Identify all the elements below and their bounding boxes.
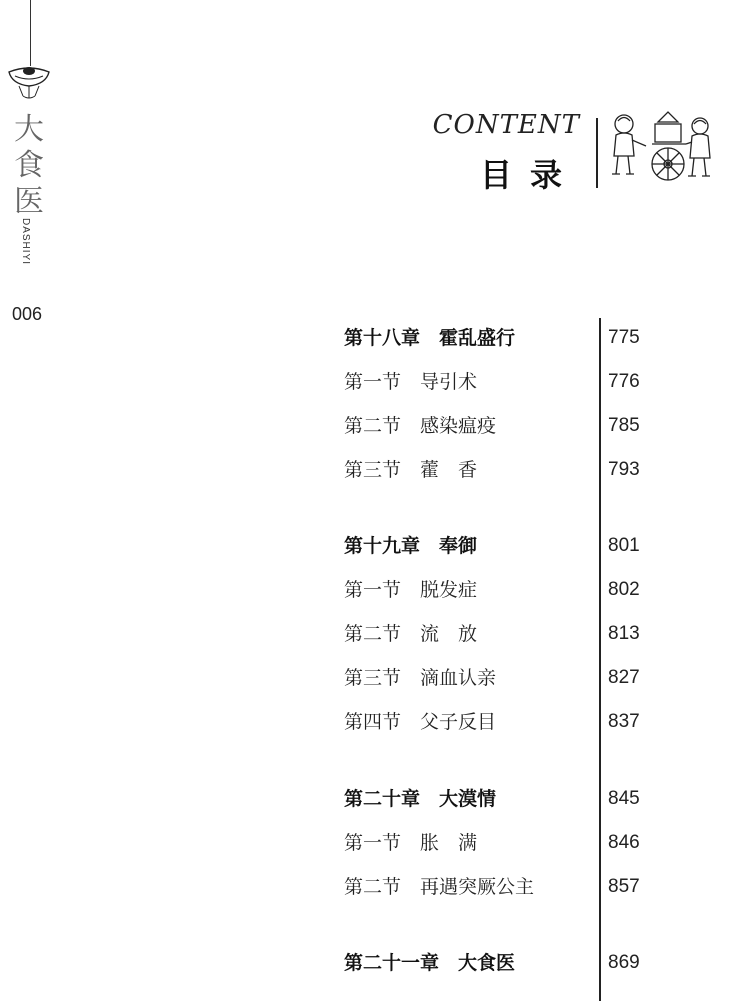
toc-entry-title: 第二十章 大漠情 [344,788,497,810]
toc-entry-page: 776 [608,371,640,392]
toc-entry-page: 775 [608,327,640,348]
toc-entry-title: 第十九章 奉御 [344,535,478,557]
book-title-char: 大 [14,112,44,147]
toc-entry-title: 第三节 藿 香 [344,459,478,481]
toc-section[interactable] [344,702,664,742]
toc-entry-page: 801 [608,535,640,556]
contents-heading-en: CONTENT [432,110,580,140]
toc-chapter[interactable] [344,943,664,983]
book-title-char: 食 [14,148,44,183]
toc-section[interactable] [344,658,664,698]
toc-entry-title: 第二节 再遇突厥公主 [344,876,535,898]
toc-entry-title: 第二十一章 大食医 [344,952,516,974]
header-divider [596,118,598,188]
toc-section[interactable] [344,450,664,490]
toc-entry-title: 第三节 滴血认亲 [344,667,497,689]
children-cart-illustration-icon [608,108,714,188]
toc-section[interactable] [344,823,664,863]
toc-entry-page: 869 [608,952,640,973]
toc-entry-page: 785 [608,415,640,436]
book-title-vertical [12,112,46,220]
toc-section[interactable] [344,570,664,610]
toc-entry-title: 第一节 导引术 [344,371,478,393]
book-title-char: 医 [14,184,44,219]
page-number: 006 [12,304,43,324]
toc-entry-title: 第二节 感染瘟疫 [344,415,497,437]
toc-entry-page: 845 [608,788,640,809]
toc-chapter[interactable] [344,526,664,566]
toc-entry-page: 802 [608,579,640,600]
sidebar [0,0,70,340]
toc-entry-page: 793 [608,459,640,480]
toc-chapter[interactable] [344,779,664,819]
toc-entry-page: 857 [608,876,640,897]
toc-entry-title: 第十八章 霍乱盛行 [344,327,516,349]
toc-section[interactable] [344,362,664,402]
toc-section[interactable] [344,614,664,654]
toc-entry-page: 837 [608,711,640,732]
toc-chapter[interactable] [344,318,664,358]
lantern-ornament-icon [6,62,52,102]
toc-entry-title: 第一节 胀 满 [344,832,478,854]
table-of-contents [344,318,684,1001]
toc-entry-title: 第二节 流 放 [344,623,478,645]
toc-entry-title: 第一节 脱发症 [344,579,478,601]
toc-entry-page: 827 [608,667,640,688]
toc-entry-title: 第四节 父子反目 [344,711,497,733]
toc-entry-page: 813 [608,623,640,644]
hanging-line [30,0,31,66]
toc-section[interactable] [344,406,664,446]
toc-entry-page: 846 [608,832,640,853]
toc-section[interactable] [344,867,664,907]
contents-heading-zh: 目录 [479,156,580,194]
book-title-roman: DASHIYI [20,218,31,266]
